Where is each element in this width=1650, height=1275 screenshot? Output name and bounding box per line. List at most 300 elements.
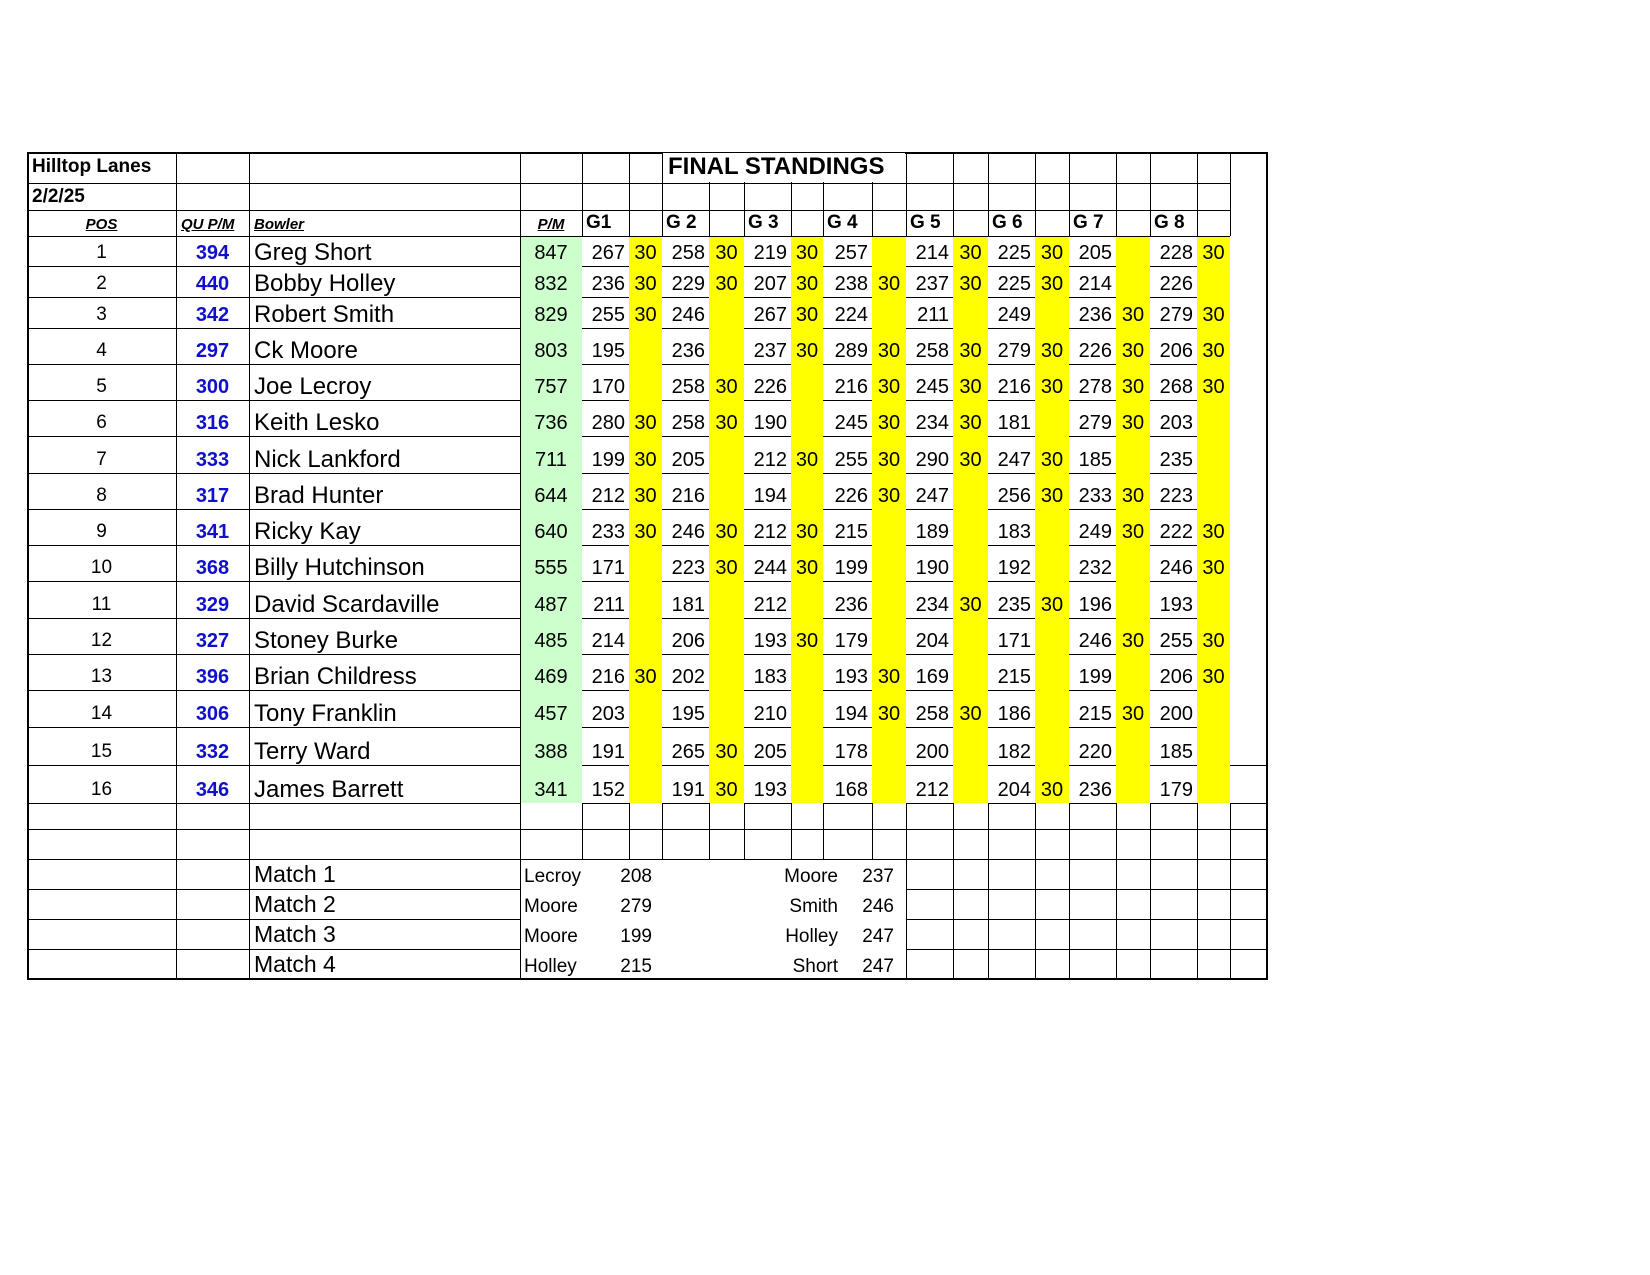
table-row-bowler-name: Brian Childress — [254, 663, 417, 690]
table-row-game-score: 179 — [1159, 779, 1193, 801]
table-row-pm: 388 — [534, 741, 568, 763]
table-row-game-score: 236 — [1078, 779, 1112, 801]
grid-line — [1150, 618, 1197, 619]
grid-line — [1150, 545, 1197, 546]
grid-line — [27, 765, 520, 766]
grid-line — [1197, 859, 1198, 979]
table-row-game-score: 289 — [834, 340, 868, 362]
table-row-game-score: 267 — [753, 304, 787, 326]
grid-line — [629, 803, 630, 859]
table-row-pos: 13 — [90, 666, 113, 687]
grid-line — [906, 581, 953, 582]
table-row-game-score: 205 — [671, 449, 705, 471]
match-right-score: 247 — [862, 956, 894, 977]
table-row-game-bonus: 30 — [634, 521, 657, 543]
grid-line — [988, 266, 1035, 267]
table-row-game-bonus: 30 — [1121, 376, 1145, 398]
grid-line — [662, 364, 709, 365]
table-row-game-score: 193 — [753, 779, 787, 801]
table-row-game-bonus — [1197, 779, 1230, 803]
table-row-game-score: 237 — [753, 340, 787, 362]
table-row-game-score: 189 — [915, 521, 949, 543]
table-row-game-score: 199 — [1078, 666, 1112, 688]
grid-line — [744, 690, 791, 691]
table-row-game-bonus — [1197, 449, 1230, 473]
table-row-game-bonus — [791, 594, 823, 618]
table-row-game-bonus — [1197, 741, 1230, 765]
table-row-game-bonus — [629, 340, 662, 364]
table-row-pm: 829 — [534, 304, 568, 326]
table-row-game-bonus: 30 — [1040, 376, 1064, 398]
grid-line — [1069, 765, 1116, 766]
table-row-pm: 469 — [534, 666, 568, 688]
table-row-game-score: 249 — [997, 304, 1031, 326]
grid-line — [744, 727, 791, 728]
table-row-game-score: 193 — [1159, 594, 1193, 616]
table-row-game-score: 225 — [997, 273, 1031, 295]
table-row-pos: 9 — [96, 521, 107, 542]
table-row-game-bonus: 30 — [1202, 630, 1225, 652]
grid-line — [582, 152, 583, 236]
grid-line — [1069, 690, 1116, 691]
table-row-game-bonus — [1197, 594, 1230, 618]
table-row-qu-pm: 327 — [195, 630, 230, 652]
match-left-bowler: Moore — [524, 896, 578, 917]
table-row-game-score: 258 — [671, 242, 705, 264]
table-row-game-score: 192 — [997, 557, 1031, 579]
grid-line — [988, 803, 1035, 804]
grid-line — [662, 654, 709, 655]
grid-line — [988, 297, 1035, 298]
grid-line — [1150, 364, 1197, 365]
table-row-game-score: 216 — [671, 485, 705, 507]
table-row-game-bonus — [1197, 273, 1230, 297]
grid-line — [1069, 803, 1070, 859]
table-row-game-score: 268 — [1159, 376, 1193, 398]
table-row-game-bonus: 30 — [1202, 304, 1225, 326]
grid-line — [906, 803, 953, 804]
page-title: FINAL STANDINGS — [668, 153, 885, 180]
table-row-game-score: 214 — [1078, 273, 1112, 295]
table-row-game-score: 216 — [834, 376, 868, 398]
table-row-game-bonus: 30 — [795, 557, 819, 579]
table-row-game-bonus — [791, 485, 823, 509]
grid-line — [662, 765, 709, 766]
grid-line — [1150, 266, 1197, 267]
grid-line — [582, 400, 629, 401]
table-row-game-score: 212 — [753, 521, 787, 543]
table-row-pm: 644 — [534, 485, 568, 507]
grid-line — [662, 581, 709, 582]
table-row-game-bonus — [872, 630, 906, 654]
table-row-qu-pm: 341 — [195, 521, 230, 543]
table-row-bowler-name: Terry Ward — [254, 738, 371, 765]
table-row-game-score: 199 — [834, 557, 868, 579]
table-row-game-score: 258 — [915, 340, 949, 362]
table-row-game-bonus — [1116, 273, 1150, 297]
table-row-qu-pm: 368 — [195, 557, 230, 579]
grid-line — [27, 949, 520, 950]
grid-line — [1150, 328, 1197, 329]
table-row-pm: 457 — [534, 703, 568, 725]
grid-line — [1069, 266, 1116, 267]
table-row-game-score: 216 — [591, 666, 625, 688]
grid-line — [1150, 400, 1197, 401]
grid-line — [1069, 473, 1116, 474]
col-header-game-7: G 7 — [1073, 212, 1104, 233]
table-row-game-bonus: 30 — [1121, 412, 1145, 434]
grid-line — [744, 364, 791, 365]
table-row-pos: 7 — [96, 449, 107, 470]
table-row-game-bonus: 30 — [1040, 340, 1064, 362]
table-row-game-bonus: 30 — [715, 779, 738, 801]
table-row-game-score: 246 — [671, 304, 705, 326]
table-row-game-score: 152 — [591, 779, 625, 801]
grid-line — [27, 889, 520, 890]
table-row-game-score: 226 — [1159, 273, 1193, 295]
grid-line — [1230, 765, 1268, 766]
table-row-game-bonus: 30 — [634, 304, 657, 326]
table-row-game-bonus — [1116, 557, 1150, 581]
table-row-game-score: 195 — [591, 340, 625, 362]
table-row-game-bonus — [872, 594, 906, 618]
grid-line — [1230, 803, 1268, 804]
table-row-game-score: 226 — [834, 485, 868, 507]
table-row-game-bonus — [629, 703, 662, 727]
grid-line — [744, 436, 791, 437]
table-row-game-score: 235 — [997, 594, 1031, 616]
match-right-score: 247 — [862, 926, 894, 947]
match-left-score: 199 — [620, 926, 652, 947]
grid-line — [906, 364, 953, 365]
grid-line — [744, 266, 791, 267]
table-row-game-bonus: 30 — [634, 242, 657, 264]
table-row-pos: 15 — [90, 741, 113, 762]
grid-line — [823, 727, 872, 728]
grid-line — [823, 297, 872, 298]
table-row-game-bonus — [872, 779, 906, 803]
grid-line — [823, 803, 824, 859]
table-row-game-score: 207 — [753, 273, 787, 295]
grid-line — [582, 266, 629, 267]
table-row-qu-pm: 396 — [195, 666, 230, 688]
table-row-game-score: 232 — [1078, 557, 1112, 579]
sheet-border-top — [27, 152, 1268, 154]
table-row-game-bonus: 30 — [877, 273, 901, 295]
grid-line — [1150, 803, 1197, 804]
table-row-qu-pm: 346 — [195, 779, 230, 801]
grid-line — [1116, 859, 1117, 979]
grid-line — [744, 545, 791, 546]
grid-line — [988, 473, 1035, 474]
table-row-game-score: 258 — [671, 376, 705, 398]
grid-line — [744, 618, 791, 619]
grid-line — [27, 859, 1268, 860]
grid-line — [744, 473, 791, 474]
table-row-pos: 3 — [96, 304, 107, 325]
table-row-game-score: 238 — [834, 273, 868, 295]
grid-line — [582, 803, 629, 804]
grid-line — [906, 473, 953, 474]
grid-line — [1150, 473, 1197, 474]
grid-line — [27, 400, 520, 401]
report-date: 2/2/25 — [32, 186, 85, 207]
table-row-game-score: 255 — [834, 449, 868, 471]
match-left-bowler: Lecroy — [524, 866, 582, 887]
grid-line — [662, 618, 709, 619]
table-row-game-bonus: 30 — [959, 340, 982, 362]
table-row-game-bonus — [791, 703, 823, 727]
grid-line — [582, 690, 629, 691]
grid-line — [988, 545, 1035, 546]
grid-line — [906, 654, 953, 655]
grid-line — [988, 581, 1035, 582]
grid-line — [1150, 803, 1151, 859]
grid-line — [582, 297, 629, 298]
table-row-game-score: 200 — [1159, 703, 1193, 725]
table-row-game-score: 200 — [915, 741, 949, 763]
table-row-game-bonus — [709, 340, 744, 364]
table-row-game-score: 182 — [997, 741, 1031, 763]
table-row-game-bonus — [1116, 779, 1150, 803]
sheet-border-right — [1266, 152, 1268, 979]
col-header-game-2: G 2 — [666, 212, 697, 233]
grid-line — [906, 266, 953, 267]
table-row-bowler-name: Stoney Burke — [254, 627, 399, 654]
match-left-score: 279 — [620, 896, 652, 917]
grid-line — [662, 509, 709, 510]
table-row-game-score: 211 — [593, 594, 625, 616]
grid-line — [662, 328, 709, 329]
match-right-bowler: Holley — [785, 926, 838, 947]
table-row-game-score: 193 — [834, 666, 868, 688]
grid-line — [1069, 364, 1116, 365]
table-row-game-score: 222 — [1159, 521, 1193, 543]
col-header-game-1: G1 — [586, 212, 612, 233]
table-row-game-score: 191 — [591, 741, 625, 763]
grid-line — [27, 266, 520, 267]
grid-line — [662, 727, 709, 728]
table-row-game-score: 214 — [915, 242, 949, 264]
grid-line — [988, 803, 989, 859]
grid-line — [1069, 618, 1116, 619]
grid-line — [906, 949, 1268, 950]
table-row-game-bonus — [629, 557, 662, 581]
grid-line — [27, 328, 520, 329]
table-row-qu-pm: 333 — [195, 449, 230, 471]
table-row-game-bonus: 30 — [715, 412, 738, 434]
grid-line — [1069, 545, 1116, 546]
grid-line — [1069, 400, 1116, 401]
table-row-game-score: 196 — [1078, 594, 1112, 616]
table-row-game-score: 224 — [834, 304, 868, 326]
table-row-bowler-name: Ck Moore — [254, 337, 359, 364]
table-row-pos: 1 — [96, 242, 107, 263]
table-row-pos: 2 — [96, 273, 107, 294]
table-row-game-score: 225 — [997, 242, 1031, 264]
table-row-pos: 12 — [90, 630, 113, 651]
grid-line — [662, 400, 709, 401]
table-row-pm: 640 — [534, 521, 568, 543]
match-label: Match 2 — [254, 891, 336, 917]
grid-line — [1150, 859, 1151, 979]
table-row-game-score: 226 — [1078, 340, 1112, 362]
table-row-game-bonus: 30 — [1121, 340, 1145, 362]
grid-line — [27, 364, 520, 365]
table-row-game-score: 244 — [753, 557, 787, 579]
table-row-game-bonus: 30 — [634, 449, 657, 471]
col-header-game-4: G 4 — [827, 212, 858, 233]
table-row-game-bonus — [709, 630, 744, 654]
table-row-game-bonus — [791, 412, 823, 436]
table-row-game-score: 247 — [997, 449, 1031, 471]
table-row-game-bonus: 30 — [795, 273, 819, 295]
grid-line — [988, 654, 1035, 655]
table-row-game-score: 202 — [671, 666, 705, 688]
table-row-game-bonus: 30 — [1040, 449, 1064, 471]
grid-line — [662, 803, 663, 859]
table-row-pos: 6 — [96, 412, 107, 433]
table-row-game-bonus: 30 — [1040, 779, 1064, 801]
table-row-game-bonus: 30 — [1040, 273, 1064, 295]
grid-line — [1116, 803, 1117, 859]
match-right-bowler: Short — [792, 956, 838, 977]
grid-line — [823, 509, 872, 510]
grid-line — [1150, 581, 1197, 582]
table-row-bowler-name: Tony Franklin — [254, 700, 397, 727]
grid-line — [582, 803, 583, 859]
table-row-game-bonus — [791, 779, 823, 803]
table-row-game-score: 278 — [1078, 376, 1112, 398]
table-row-game-bonus: 30 — [877, 449, 901, 471]
table-row-game-score: 236 — [671, 340, 705, 362]
grid-line — [27, 727, 520, 728]
table-row-game-score: 195 — [671, 703, 705, 725]
table-row-game-score: 178 — [834, 741, 868, 763]
table-row-game-score: 246 — [1159, 557, 1193, 579]
grid-line — [1150, 297, 1197, 298]
table-row-game-score: 212 — [753, 449, 787, 471]
table-row-game-score: 205 — [1078, 242, 1112, 264]
table-row-game-score: 255 — [1159, 630, 1193, 652]
table-row-game-bonus — [872, 304, 906, 328]
grid-line — [744, 803, 791, 804]
match-label: Match 3 — [254, 921, 336, 947]
table-row-game-bonus: 30 — [715, 741, 738, 763]
table-row-game-bonus: 30 — [795, 242, 819, 264]
table-row-game-score: 258 — [915, 703, 949, 725]
table-row-game-bonus — [1035, 557, 1069, 581]
table-row-game-bonus — [1197, 485, 1230, 509]
col-header-game-6: G 6 — [992, 212, 1023, 233]
grid-line — [744, 297, 791, 298]
grid-line — [823, 473, 872, 474]
table-row-game-bonus: 30 — [877, 703, 901, 725]
grid-line — [823, 364, 872, 365]
table-row-game-score: 183 — [753, 666, 787, 688]
table-row-qu-pm: 440 — [195, 273, 230, 295]
grid-line — [582, 654, 629, 655]
table-row-game-score: 186 — [997, 703, 1031, 725]
table-row-game-bonus — [629, 376, 662, 400]
table-row-game-score: 191 — [671, 779, 705, 801]
grid-line — [1069, 328, 1116, 329]
table-row-pos: 4 — [96, 340, 107, 361]
table-row-bowler-name: Billy Hutchinson — [254, 554, 425, 581]
table-row-game-score: 212 — [591, 485, 625, 507]
grid-line — [27, 618, 520, 619]
table-row-game-bonus — [791, 666, 823, 690]
table-row-game-score: 233 — [1078, 485, 1112, 507]
table-row-bowler-name: Brad Hunter — [254, 482, 384, 509]
table-row-game-bonus — [709, 703, 744, 727]
table-row-game-bonus: 30 — [795, 304, 819, 326]
table-row-bowler-name: David Scardaville — [254, 591, 440, 618]
grid-line — [906, 765, 953, 766]
grid-line — [823, 803, 872, 804]
grid-line — [988, 328, 1035, 329]
grid-line — [823, 266, 872, 267]
table-row-game-score: 280 — [591, 412, 625, 434]
table-row-qu-pm: 329 — [195, 594, 230, 616]
grid-line — [1150, 765, 1197, 766]
grid-line — [27, 829, 1268, 830]
table-row-game-bonus — [872, 242, 906, 266]
col-header-game-8: G 8 — [1154, 212, 1185, 233]
grid-line — [1150, 654, 1197, 655]
grid-line — [988, 509, 1035, 510]
table-row-game-score: 205 — [753, 741, 787, 763]
table-row-game-bonus — [872, 741, 906, 765]
match-left-bowler: Moore — [524, 926, 578, 947]
table-row-bowler-name: Bobby Holley — [254, 270, 396, 297]
table-row-game-bonus: 30 — [715, 376, 738, 398]
table-row-game-score: 246 — [1078, 630, 1112, 652]
table-row-game-bonus: 30 — [795, 521, 819, 543]
table-row-pos: 14 — [90, 703, 113, 724]
grid-line — [1069, 654, 1116, 655]
table-row-game-bonus: 30 — [634, 273, 657, 295]
grid-line — [27, 436, 520, 437]
grid-line — [1069, 509, 1116, 510]
grid-line — [582, 509, 629, 510]
match-label: Match 4 — [254, 951, 336, 977]
table-row-game-score: 258 — [671, 412, 705, 434]
table-row-game-bonus — [1035, 703, 1069, 727]
table-row-game-score: 226 — [753, 376, 787, 398]
grid-line — [249, 152, 250, 979]
grid-line — [1150, 690, 1197, 691]
table-row-pm: 487 — [534, 594, 568, 616]
grid-line — [1150, 436, 1197, 437]
table-row-pos: 11 — [91, 594, 112, 615]
table-row-qu-pm: 306 — [195, 703, 230, 725]
grid-line — [27, 803, 520, 804]
grid-line — [823, 618, 872, 619]
grid-line — [27, 545, 520, 546]
table-row-game-score: 214 — [591, 630, 625, 652]
table-row-qu-pm: 316 — [195, 412, 230, 434]
table-row-game-score: 185 — [1078, 449, 1112, 471]
grid-line — [988, 152, 989, 236]
table-row-game-score: 229 — [671, 273, 705, 295]
table-row-game-score: 246 — [671, 521, 705, 543]
grid-line — [662, 803, 709, 804]
table-row-game-score: 236 — [834, 594, 868, 616]
grid-line — [27, 473, 520, 474]
table-row-game-bonus: 30 — [959, 449, 982, 471]
table-row-game-bonus — [791, 741, 823, 765]
